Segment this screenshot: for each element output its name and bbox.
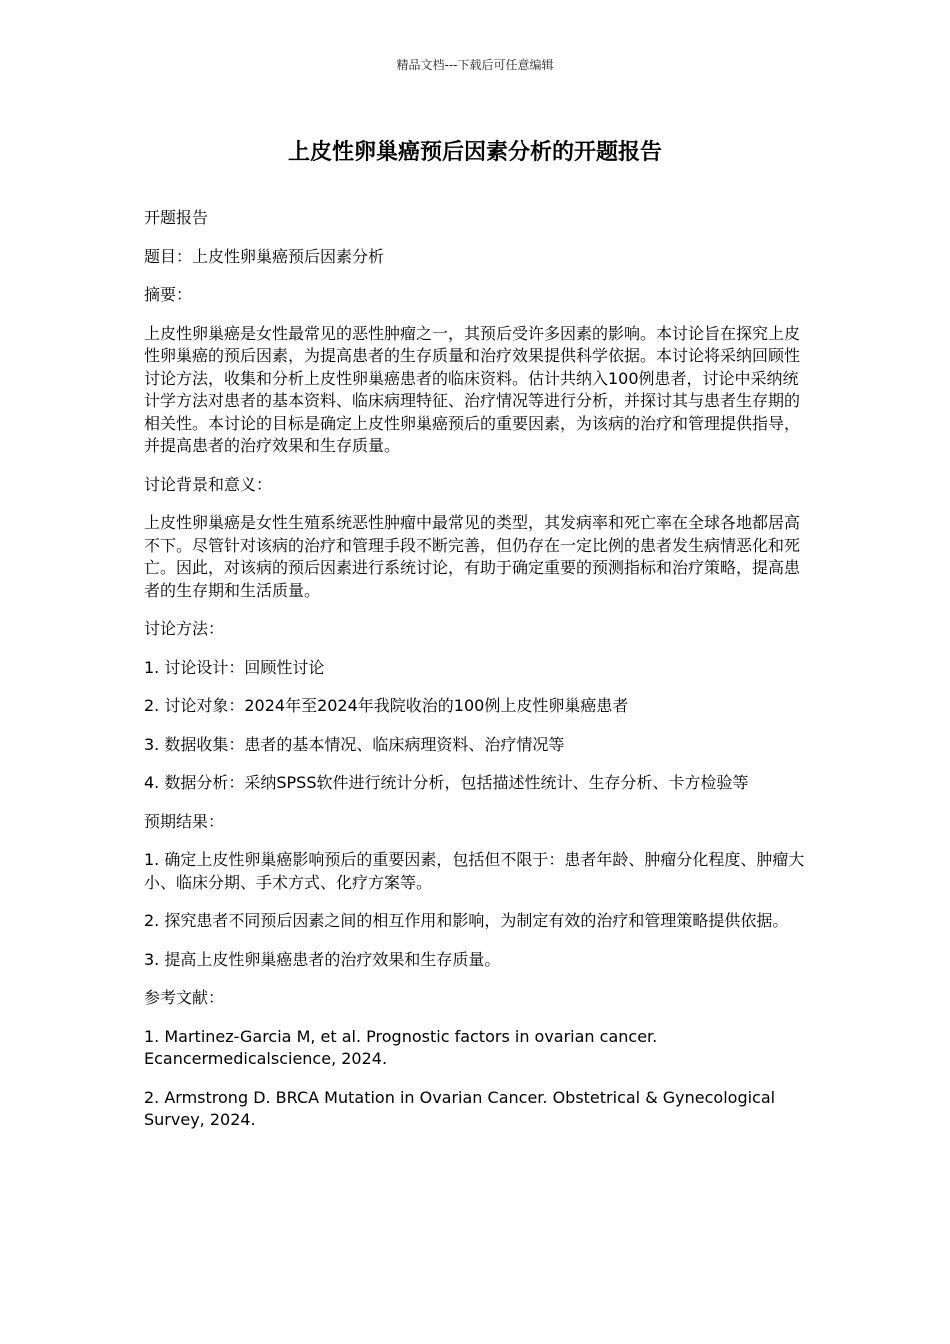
background-paragraph: 上皮性卵巢癌是女性生殖系统恶性肿瘤中最常见的类型，其发病率和死亡率在全球各地都居高不下。尽管针对该病的治疗和管理手段不断完善，但仍存在一定比例的患者发生病情恶化和死亡。因此，对该病的预后因素进行系统讨论，有助于确定重要的预测指标和治疗策略，提高患者的生存期和生活质量。 [144,513,801,600]
methods-item: 2. 讨论对象：2024年至2024年我院收治的100例上皮性卵巢癌患者 [144,696,629,715]
report-label: 开题报告 [144,208,209,227]
page-header-note: 精品文档---下载后可任意编辑 [396,58,554,72]
results-item: 3. 提高上皮性卵巢癌患者的治疗效果和生存质量。 [144,949,501,969]
document-body [144,207,809,1148]
results-item: 2. 探究患者不同预后因素之间的相互作用和影响，为制定有效的治疗和管理策略提供依据。 [144,911,789,930]
document-title: 上皮性卵巢癌预后因素分析的开题报告 [287,140,662,165]
abstract-paragraph: 上皮性卵巢癌是女性最常见的恶性肿瘤之一，其预后受许多因素的影响。本讨论旨在探究上皮性卵巢癌的预后因素，为提高患者的生存质量和治疗效果提供科学依据。本讨论将采纳回顾性讨论方法，收集和分析上皮性卵巢癌患者的临床资料。估计共纳入100例患者，讨论中采纳统计学方法对患者的基本资料、临床病理特征、治疗情况等进行分析，并探讨其与患者生存期的相关性。本讨论的目标是确定上皮性卵巢癌预后的重要因素，为该病的治疗和管理提供指导，并提高患者的治疗效果和生存质量。 [144,323,801,455]
methods-heading: 讨论方法： [144,619,225,638]
references-heading: 参考文献： [144,988,225,1007]
results-item: 1. 确定上皮性卵巢癌影响预后的重要因素，包括但不限于：患者年龄、肿瘤分化程度、肿瘤大小、临床分期、手术方式、化疗方案等。 [144,850,805,892]
methods-item: 1. 讨论设计：回顾性讨论 [144,657,325,677]
reference-item: 2. Armstrong D. BRCA Mutation in Ovarian Cancer. Obstetrical & Gynecological Survey, 2024. [144,1087,776,1129]
reference-item: 1. Martinez-Garcia M, et al. Prognostic factors in ovarian cancer. Ecancermedicalscience, 2024. [144,1026,658,1068]
methods-item: 3. 数据收集：患者的基本情况、临床病理资料、治疗情况等 [144,734,565,754]
background-heading: 讨论背景和意义： [144,474,273,494]
topic-line: 题目：上皮性卵巢癌预后因素分析 [144,246,385,266]
abstract-heading: 摘要： [144,285,193,304]
results-heading: 预期结果： [144,811,225,831]
methods-item: 4. 数据分析：采纳SPSS软件进行统计分析，包括描述性统计、生存分析、卡方检验等 [144,773,749,792]
